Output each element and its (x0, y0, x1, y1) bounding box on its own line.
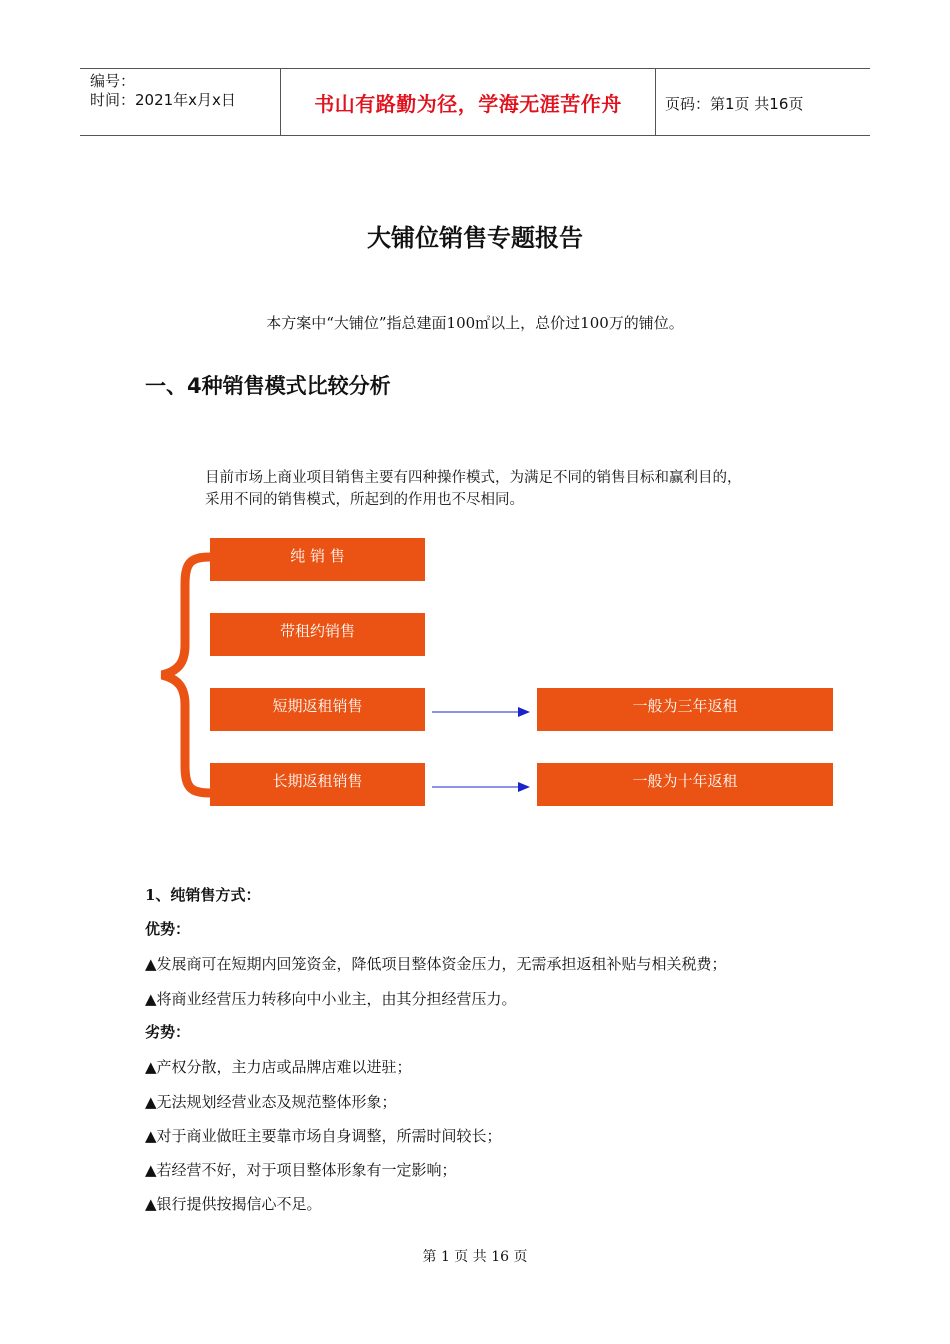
mode-box-pure-sale (210, 538, 425, 581)
pros-label: 优势： (145, 920, 191, 938)
section-heading: 一、4种销售模式比较分析 (145, 374, 391, 398)
header-divider-2 (655, 68, 656, 136)
description-line-1: 目前市场上商业项目销售主要有四种操作模式，为满足不同的销售目标和赢利目的， (205, 470, 742, 486)
result-label: 一般为三年返租 (632, 697, 738, 715)
header-top-rule (80, 68, 870, 69)
cons-item: ▲对于商业做旺主要靠市场自身调整，所需时间较长； (145, 1127, 502, 1145)
serial-label: 编号： (90, 72, 136, 90)
cons-item: ▲产权分散，主力店或品牌店难以进驻； (145, 1058, 412, 1076)
header-bottom-rule (80, 135, 870, 136)
cons-item: ▲若经营不好，对于项目整体形象有一定影响； (145, 1161, 457, 1179)
header-page-info: 页码：第1页 共16页 (665, 95, 804, 113)
header-meta (90, 72, 236, 110)
document-title: 大铺位销售专题报告 (367, 223, 583, 252)
time-label: 时间：2021年x月x日 (90, 91, 236, 109)
mode-label: 纯 销 售 (290, 547, 345, 565)
section-description (205, 467, 825, 511)
pros-item: ▲将商业经营压力转移向中小业主，由其分担经营压力。 (145, 990, 517, 1008)
cons-label: 劣势： (145, 1023, 191, 1041)
result-box-ten-years (537, 763, 833, 806)
mode-label: 长期返租销售 (272, 772, 363, 790)
result-label: 一般为十年返租 (632, 772, 738, 790)
cons-item: ▲无法规划经营业态及规范整体形象； (145, 1093, 397, 1111)
pros-item: ▲发展商可在短期内回笼资金，降低项目整体资金压力，无需承担返租补贴与相关税费； (145, 955, 727, 973)
mode-box-long-leaseback (210, 763, 425, 806)
intro-paragraph: 本方案中“大铺位”指总建面100㎡以上，总价过100万的铺位。 (266, 314, 684, 332)
cons-item: ▲银行提供按揭信心不足。 (145, 1195, 322, 1213)
header-motto: 书山有路勤为径，学海无涯苦作舟 (314, 92, 622, 116)
arrows-group (430, 700, 535, 800)
header-divider-1 (280, 68, 281, 136)
mode-label: 短期返租销售 (272, 697, 363, 715)
description-line-2: 采用不同的销售模式，所起到的作用也不尽相同。 (205, 492, 524, 508)
mode-label: 带租约销售 (279, 622, 355, 640)
page-footer: 第 1 页 共 16 页 (422, 1249, 528, 1265)
subsection-heading: 1、纯销售方式： (145, 886, 261, 904)
arrow-right-icon (432, 707, 530, 717)
mode-box-short-leaseback (210, 688, 425, 731)
arrow-right-icon (432, 782, 530, 792)
result-box-three-years (537, 688, 833, 731)
mode-box-lease-sale (210, 613, 425, 656)
